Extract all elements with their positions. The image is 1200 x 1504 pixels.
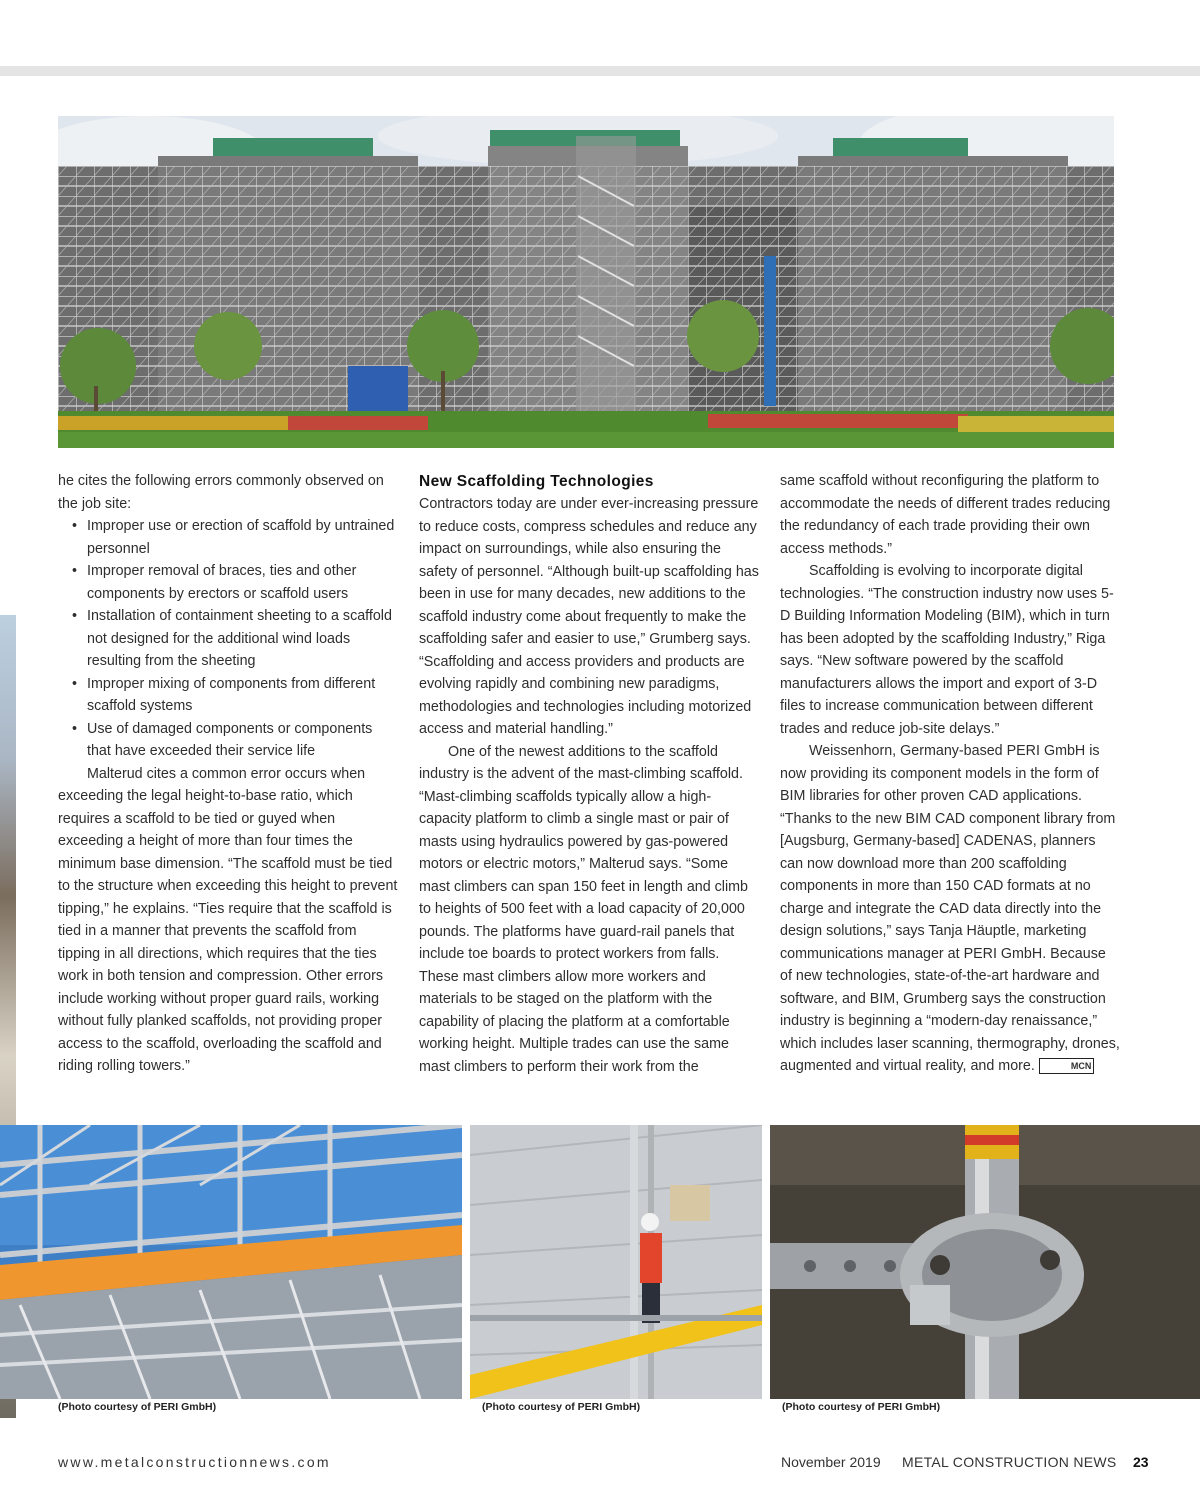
- col3-paragraph-2: Scaffolding is evolving to incorporate digital technologies. “The construction industry now uses 5-D Building Information Modeling (BIM), which in turn has been adopted by the scaffolding Industry,” Riga says. “New software powered by the scaffold manufacturers allows the import and export of 3-D files to increase communication between different trades and reduce job-site delays.”: [780, 563, 1114, 737]
- col2-paragraph-1: Contractors today are under ever-increasing pressure to reduce costs, compress schedules and reduce any impact on surroundings, while also ensuring the safety of personnel. “Although built-up scaffolding has been in use for many decades, new additions to the scaffold industry come about frequently to make the scaffolding safer and easier to use,” Grumberg says. “Scaffolding and access providers and products are evolving rapidly and combining new paradigms, methodologies and technologies including motorized access and material handling.”: [419, 496, 759, 737]
- list-item: • Improper use or erection of scaffold by untrained personnel: [86, 515, 398, 560]
- col3-paragraph-1: same scaffold without reconfiguring the platform to accommodate the needs of different trades reducing the redundancy of each trade providing their own access methods.”: [780, 473, 1111, 557]
- photo-caption: (Photo courtesy of PERI GmbH): [58, 1401, 217, 1413]
- col3-paragraph-3: [780, 740, 1120, 1078]
- footer-website-link[interactable]: www.metalconstructionnews.com: [58, 1454, 331, 1470]
- photo-worker-on-scaffold: [470, 1125, 762, 1399]
- col2-paragraph-2: One of the newest additions to the scaffold industry is the advent of the mast-climbing scaffold. “Mast-climbing scaffolds typically allow a high-capacity platform to climb a single mast or pair of masts using hydraulics powered by gas-powered motors or electric motors,” Malterud says. “Some mast climbers can span 150 feet in length and climb to heights of 500 feet with a load capacity of 20,000 pounds. The platforms have guard-rail panels that include toe boards to protect workers from falls. These mast climbers allow more workers and materials to be staged on the platform with the capability of placing the platform at a comfortable working height. Multiple trades can use the same mast climbers to perform their work from the: [419, 743, 749, 1075]
- list-item: • Improper removal of braces, ties and other components by erectors or scaffold users: [86, 560, 398, 605]
- article-column-1: [58, 470, 398, 1078]
- photo-caption: (Photo courtesy of PERI GmbH): [782, 1401, 941, 1413]
- article-column-2: [419, 470, 759, 1078]
- list-item: • Improper mixing of components from different scaffold systems: [86, 673, 398, 718]
- footer-magazine-name: METAL CONSTRUCTION NEWS: [902, 1454, 1117, 1470]
- photo-scaffold-node-closeup: [770, 1125, 1200, 1399]
- col3-paragraph-3-text: Weissenhorn, Germany-based PERI GmbH is now providing its component models in the form of BIM libraries for other proven CAD applications. “Thanks to the new BIM CAD component library from [Augsburg, Germany-based] CADENAS, planners can now download more than 200 scaffolding components in more than 150 CAD formats at no charge and integrate the CAD data directly into the design solutions,” says Tanja Häuptle, marketing communications manager at PERI GmbH. Because of new technologies, state-of-the-art hardware and software, and BIM, Grumberg says the construction industry is beginning a “modern-day renaissance,” which includes laser scanning, thermography, drones, augmented and virtual reality, and more.: [780, 743, 1120, 1074]
- top-rule: [0, 66, 1200, 76]
- article-column-3: [780, 470, 1120, 1078]
- col1-paragraph: Malterud cites a common error occurs when exceeding the legal height-to-base ratio, which requires a scaffold to be tied or guyed when exceeding a height of more than four times the minimum base dimension. “The scaffold must be tied to the structure when exceeding this height to prevent tipping,” he explains. “Ties require that the scaffold is tied in a manner that prevents the scaffold from tipping in all directions, which requires that the ties work in both tension and compression. Other errors include working without proper guard rails, working without fully planked scaffolds, not providing proper access to the scaffold, overloading the scaffold and riding rolling towers.”: [58, 765, 398, 1074]
- end-of-article-mark: MCN: [1039, 1058, 1095, 1074]
- page-number: 23: [1133, 1454, 1149, 1470]
- photo-caption: (Photo courtesy of PERI GmbH): [482, 1401, 641, 1413]
- photo-scaffold-bridge: [0, 1125, 462, 1399]
- error-list: [58, 515, 398, 763]
- col1-intro: he cites the following errors commonly observed on the job site:: [58, 473, 384, 512]
- list-item: • Installation of containment sheeting to a scaffold not designed for the additional wind loads resulting from the sheeting: [86, 605, 398, 673]
- hero-photo-scaffolded-building: [58, 116, 1114, 448]
- list-item: • Use of damaged components or components that have exceeded their service life: [86, 718, 398, 763]
- section-heading: New Scaffolding Technologies: [419, 473, 654, 490]
- footer-issue-date: November 2019: [781, 1454, 881, 1470]
